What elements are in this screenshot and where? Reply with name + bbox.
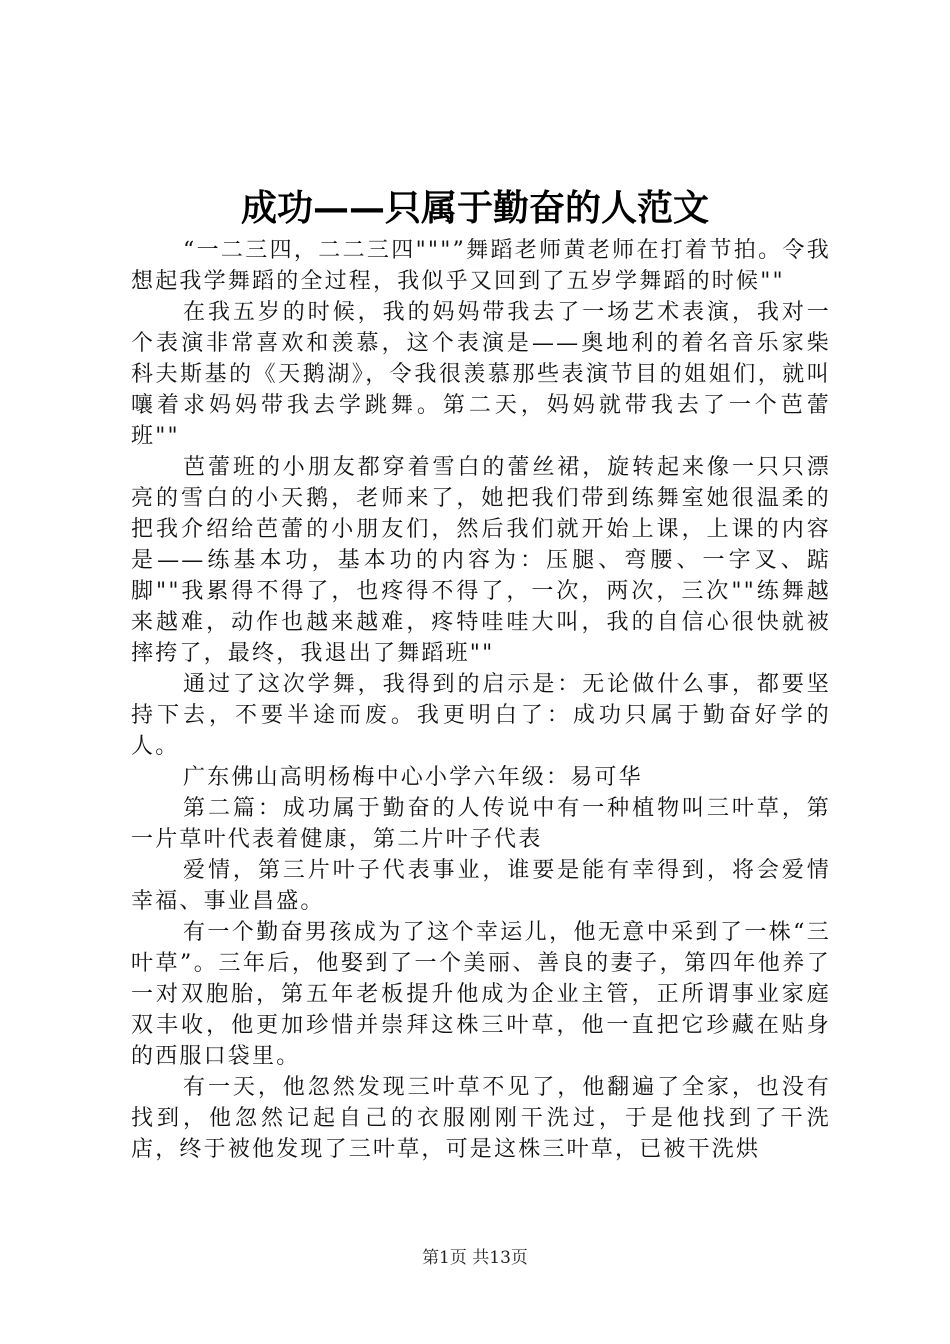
page-number-footer: 第1页 共13页 xyxy=(422,1248,528,1268)
paragraph-1: “一二三四，二二三四"""”舞蹈老师黄老师在打着节拍。令我想起我学舞蹈的全过程，我似乎又回到了五岁学舞蹈的时候"" xyxy=(131,238,831,294)
document-title: 成功——只属于勤奋的人范文 xyxy=(240,187,709,229)
paragraph-6: 第二篇：成功属于勤奋的人传说中有一种植物叫三叶草，第一片草叶代表着健康，第二片叶子代表 xyxy=(131,796,831,852)
paragraph-5: 广东佛山高明杨梅中心小学六年级：易可华 xyxy=(183,765,643,790)
paragraph-3: 芭蕾班的小朋友都穿着雪白的蕾丝裙，旋转起来像一只只漂亮的雪白的小天鹅，老师来了，她把我们带到练舞室她很温柔的把我介绍给芭蕾的小朋友们，然后我们就开始上课，上课的内容是——练基本功，基本功的内容为：压腿、弯腰、一字叉、踮脚""我累得不得了，也疼得不得了，一次，两次，三次""练舞越来越难，动作也越来越难，疼特哇哇大叫，我的自信心很快就被摔挎了，最终，我退出了舞蹈班"" xyxy=(131,455,831,666)
paragraph-7: 爱情，第三片叶子代表事业，谁要是能有幸得到，将会爱情幸福、事业昌盛。 xyxy=(131,858,831,914)
paragraph-9: 有一天，他忽然发现三叶草不见了，他翻遍了全家，也没有找到，他忽然记起自己的衣服刚刚干洗过，于是他找到了干洗店，终于被他发现了三叶草，可是这株三叶草，已被干洗烘 xyxy=(131,1075,831,1162)
paragraph-2: 在我五岁的时候，我的妈妈带我去了一场艺术表演，我对一个表演非常喜欢和羡慕，这个表演是——奥地利的着名音乐家柴科夫斯基的《天鹅湖》，令我很羡慕那些表演节目的姐姐们，就叫嚷着求妈妈带我去学跳舞。第二天，妈妈就带我去了一个芭蕾班"" xyxy=(131,300,831,449)
document-body xyxy=(131,235,831,1165)
paragraph-8: 有一个勤奋男孩成为了这个幸运儿，他无意中采到了一株“三叶草”。三年后，他娶到了一个美丽、善良的妻子，第四年他养了一对双胞胎，第五年老板提升他成为企业主管，正所谓事业家庭双丰收，他更加珍惜并崇拜这株三叶草，他一直把它珍藏在贴身的西服口袋里。 xyxy=(131,920,831,1069)
paragraph-4: 通过了这次学舞，我得到的启示是：无论做什么事，都要坚持下去，不要半途而废。我更明白了：成功只属于勤奋好学的人。 xyxy=(131,672,831,759)
